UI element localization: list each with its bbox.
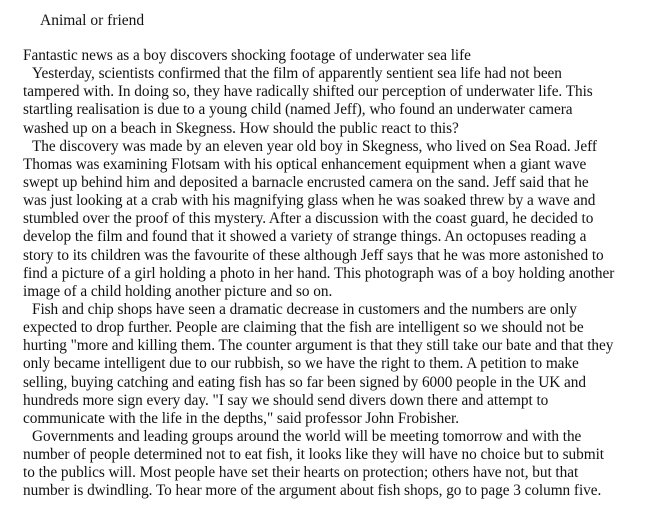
article-text-line: Governments and leading groups around the world will be meeting tomorrow and with the (32, 427, 582, 445)
article-text-line: find a picture of a girl holding a photo in her hand. This photograph was of a boy holding another (23, 264, 615, 282)
article-text-line: to the publics will. Most people have set their hearts on protection; others have not, but that (23, 464, 579, 482)
article-text-line: number of people determined not to eat fish, it looks like they will have no choice but to submit (23, 446, 604, 464)
article-text-line: expected to drop further. People are claiming that the fish are intelligent so we should not be (23, 319, 584, 337)
article-text-line: image of a child holding another picture and so on. (23, 282, 333, 300)
article-text-line: Thomas was examining Flotsam with his optical enhancement equipment when a giant wave (23, 155, 587, 173)
article-body (23, 47, 663, 501)
article-text-line: swept up behind him and deposited a barnacle encrusted camera on the sand. Jeff said that he (23, 173, 589, 191)
article-text-line: communicate with the life in the depths," said professor John Frobisher. (23, 409, 459, 427)
article-text-line: stumbled over the proof of this mystery. After a discussion with the coast guard, he decided to (23, 210, 594, 228)
article-text-line: selling, buying catching and eating fish has so far been signed by 6000 people in the UK and (23, 373, 586, 391)
article-text-line: startling realisation is due to a young child (named Jeff), who found an underwater camera (23, 101, 573, 119)
document-title: Animal or friend (40, 12, 145, 29)
article-subtitle-line: Fantastic news as a boy discovers shocking footage of underwater sea life (23, 47, 471, 64)
article-text-line: story to its children was the favourite of these although Jeff says that he was more astonished to (23, 246, 604, 264)
article-text-line: number is dwindling. To hear more of the argument about fish shops, go to page 3 column five. (23, 482, 602, 500)
article-text-line: was just looking at a crab with his magnifying glass when he was soaked threw by a wave and (23, 192, 596, 210)
article-text-line: hurting "more and killing them. The counter argument is that they still take our bate and that they (23, 337, 614, 355)
article-text-line: Yesterday, scientists confirmed that the film of apparently sentient sea life had not been (32, 65, 562, 83)
article-text-line: tampered with. In doing so, they have radically shifted our perception of underwater life. This (23, 83, 593, 101)
article-text-line: washed up on a beach in Skegness. How should the public react to this? (23, 119, 459, 137)
article-text-line: hundreds more sign every day. "I say we should send divers down there and attempt to (23, 391, 549, 409)
article-text-line: develop the film and found that it showed a variety of strange things. An octopuses reading a (23, 228, 587, 246)
article-text-line: only became intelligent due to our rubbish, so we have the right to them. A petition to make (23, 355, 579, 373)
article-text-line: The discovery was made by an eleven year old boy in Skegness, who lived on Sea Road. Jeff (32, 137, 597, 155)
article-text-line: Fish and chip shops have seen a dramatic decrease in customers and the numbers are only (32, 300, 577, 318)
